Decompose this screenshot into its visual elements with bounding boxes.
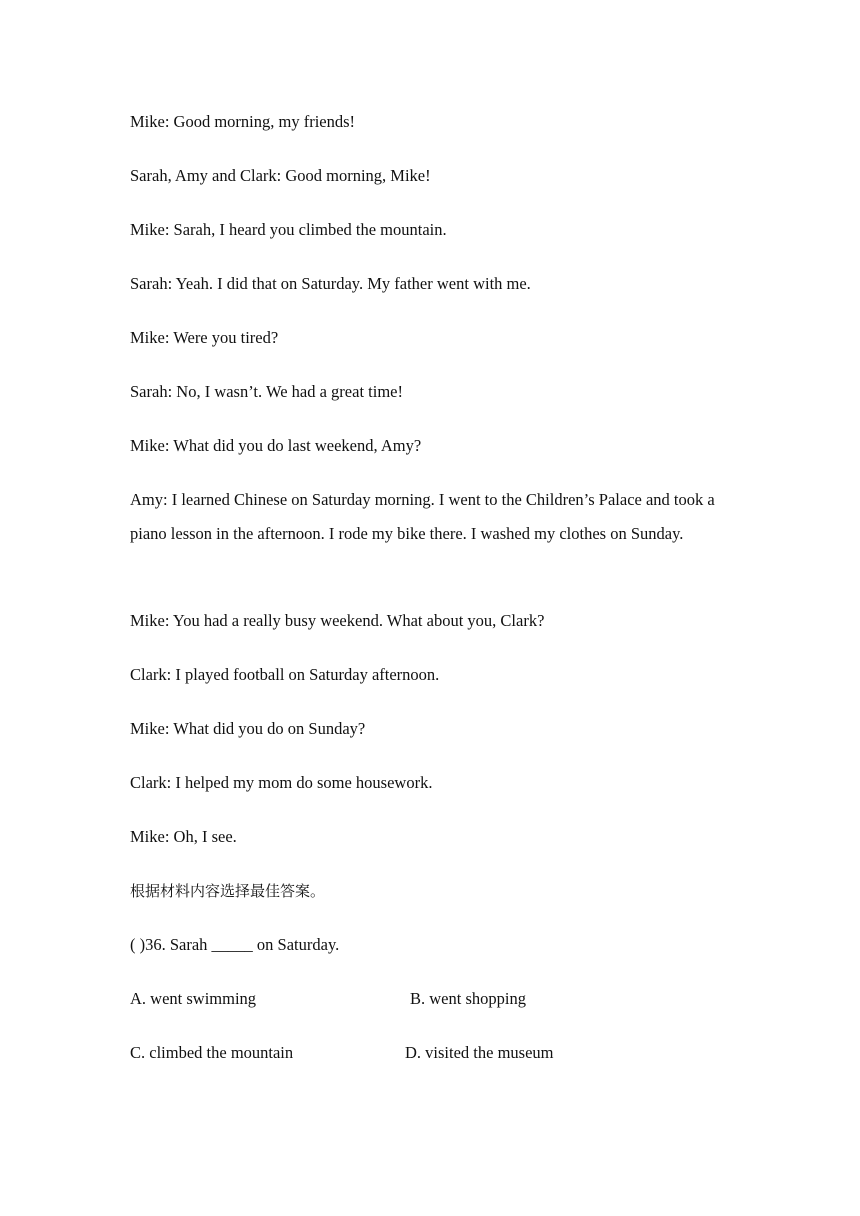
dialogue-line-13: Mike: Oh, I see. — [130, 827, 237, 846]
option-c: C. climbed the mountain — [130, 1043, 294, 1062]
option-d: D. visited the museum — [405, 1043, 554, 1062]
dialogue-line-2: Sarah, Amy and Clark: Good morning, Mike! — [130, 166, 431, 185]
option-a: A. went swimming — [130, 989, 257, 1008]
dialogue-line-8: Amy: I learned Chinese on Saturday morning. I went to the Children’s Palace and took a piano lesson in the afternoon. I rode my bike there. I washed my clothes on Sunday. — [130, 490, 715, 543]
dialogue-line-7: Mike: What did you do last weekend, Amy? — [130, 436, 422, 455]
dialogue-line-4: Sarah: Yeah. I did that on Saturday. My father went with me. — [130, 274, 531, 293]
dialogue-line-5: Mike: Were you tired? — [130, 328, 279, 347]
dialogue-line-6: Sarah: No, I wasn’t. We had a great time! — [130, 382, 403, 401]
dialogue-line-3: Mike: Sarah, I heard you climbed the mountain. — [130, 220, 447, 239]
question-stem: ( )36. Sarah _____ on Saturday. — [130, 935, 340, 954]
instruction-text: 根据材料内容选择最佳答案。 — [130, 882, 326, 900]
dialogue-line-11: Mike: What did you do on Sunday? — [130, 719, 366, 738]
dialogue-line-1: Mike: Good morning, my friends! — [130, 112, 356, 131]
dialogue-line-12: Clark: I helped my mom do some housework. — [130, 773, 433, 792]
dialogue-line-10: Clark: I played football on Saturday afternoon. — [130, 665, 440, 684]
option-b: B. went shopping — [410, 989, 526, 1008]
dialogue-line-9: Mike: You had a really busy weekend. What about you, Clark? — [130, 611, 545, 630]
